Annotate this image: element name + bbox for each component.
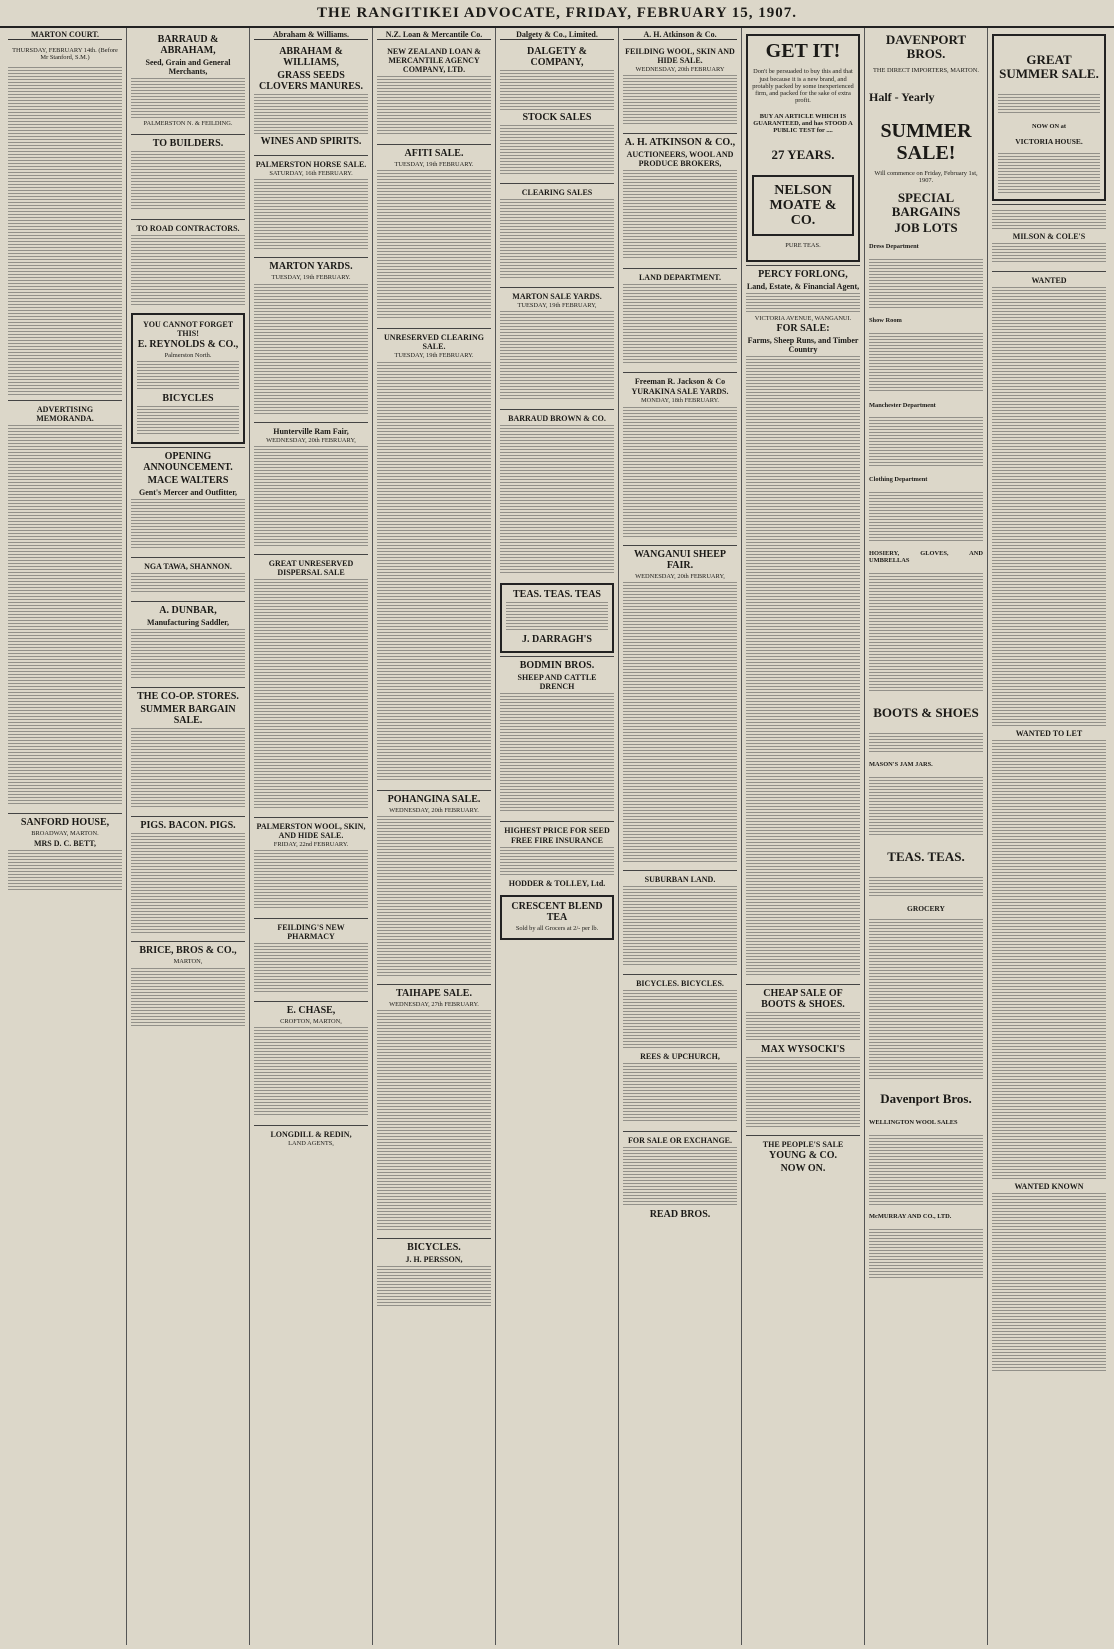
job-lots: JOB LOTS xyxy=(894,219,958,235)
column-1 xyxy=(4,28,127,1645)
palmerston-horse-sale xyxy=(254,155,368,254)
feilding-wool-date: WEDNESDAY, 20th FEBRUARY xyxy=(635,66,725,74)
text-block xyxy=(131,629,245,679)
text-block xyxy=(254,284,368,414)
text-block xyxy=(254,94,368,134)
persson-bicycles-ad xyxy=(377,1238,491,1311)
text-block xyxy=(377,1010,491,1230)
feilding-wool-ad xyxy=(623,43,737,130)
wanted-heading: WANTED xyxy=(1031,275,1067,285)
clearing-sales-title: CLEARING SALES xyxy=(521,188,593,198)
special-bargains: SPECIAL BARGAINS xyxy=(891,189,961,219)
text-block xyxy=(500,847,614,877)
text-block xyxy=(869,333,983,393)
text-block xyxy=(8,850,122,890)
marton-yards-title: MARTON YARDS. xyxy=(269,261,353,273)
great-summer-sale: GREAT SUMMER SALE. xyxy=(999,52,1099,81)
text-block xyxy=(992,1193,1106,1373)
bicycles-ad xyxy=(623,974,737,1128)
teas-ad xyxy=(500,583,614,653)
text-block xyxy=(992,210,1106,230)
barraud-brown-title: BARRAUD BROWN & CO. xyxy=(508,414,606,424)
half-yearly: Half - Yearly xyxy=(869,89,935,104)
text-block xyxy=(377,76,491,136)
sanford-house-sub: BROADWAY, MARTON. xyxy=(31,830,99,838)
nz-loan-ad xyxy=(377,43,491,141)
text-block xyxy=(992,740,1106,1180)
milson-ad xyxy=(992,204,1106,268)
wanted-known: WANTED KNOWN xyxy=(1014,1181,1084,1191)
text-block xyxy=(131,499,245,549)
teas-title: TEAS. TEAS. TEAS xyxy=(512,589,601,601)
column-5 xyxy=(496,28,619,1645)
sanford-house-title: SANFORD HOUSE, xyxy=(20,817,110,829)
column-9 xyxy=(988,28,1110,1645)
afiti-title: AFITI SALE. xyxy=(404,148,464,160)
years-text: 27 YEARS. xyxy=(771,146,835,162)
summer-sale: SUMMER SALE! xyxy=(880,119,972,164)
taihape-date: WEDNESDAY, 27th FEBRUARY. xyxy=(389,1000,479,1008)
get-it-ad xyxy=(746,34,860,262)
wellington-wool: WELLINGTON WOOL SALES xyxy=(869,1119,958,1127)
court-heading: MARTON COURT. xyxy=(8,31,122,40)
horse-sale-date: SATURDAY, 16th FEBRUARY. xyxy=(269,170,353,178)
abraham-sub: GRASS SEEDS CLOVERS MANURES. xyxy=(259,70,363,93)
text-block xyxy=(623,582,737,862)
young-name: YOUNG & CO. xyxy=(768,1149,838,1161)
boots-shoes: BOOTS & SHOES xyxy=(873,704,979,720)
column-8 xyxy=(865,28,988,1645)
text-block xyxy=(998,153,1100,193)
hosiery-dept: HOSIERY, GLOVES, AND UMBRELLAS xyxy=(869,550,983,565)
marton-yards-ad xyxy=(254,257,368,418)
text-block xyxy=(254,579,368,809)
afiti-sale-ad xyxy=(377,144,491,325)
ram-fair-ad xyxy=(254,422,368,551)
text-block xyxy=(254,943,368,993)
sale-yards-date: TUESDAY, 19th FEBRUARY, xyxy=(517,302,597,310)
now-on-at: NOW ON at xyxy=(1032,122,1066,130)
wool-skin-date: FRIDAY, 22nd FEBRUARY. xyxy=(273,840,349,848)
clearing-title: UNRESERVED CLEARING SALE. xyxy=(384,333,484,352)
text-block xyxy=(254,850,368,910)
barraud-place: PALMERSTON N. & FEILDING. xyxy=(143,120,233,127)
milson-title: MILSON & COLE'S xyxy=(1012,231,1086,241)
persson-title: BICYCLES. xyxy=(407,1242,461,1254)
column-7 xyxy=(742,28,865,1645)
abraham-williams-ad xyxy=(254,43,368,152)
co-op-ad xyxy=(131,687,245,813)
hodder-title: HODDER & TOLLEY, Ltd. xyxy=(508,879,606,889)
dispersal-title: GREAT UNRESERVED DISPERSAL SALE xyxy=(268,558,354,577)
dress-dept: Dress Department xyxy=(869,243,919,251)
abraham-title: ABRAHAM & WILLIAMS, xyxy=(279,46,343,69)
column-3 xyxy=(250,28,373,1645)
text-block xyxy=(137,361,239,391)
co-op-title: THE CO-OP. STORES. xyxy=(137,691,239,703)
text-block xyxy=(869,1135,983,1205)
wool-skin-sale-ad xyxy=(254,817,368,915)
darragh-name: J. DARRAGH'S xyxy=(521,634,592,646)
fire-insurance: FREE FIRE INSURANCE xyxy=(510,836,603,846)
davenport-title: DAVENPORT BROS. xyxy=(885,32,967,61)
text-block xyxy=(992,243,1106,263)
text-block xyxy=(131,573,245,593)
court-intro: THURSDAY, FEBRUARY 14th. (Before Mr Stanford, S.M.) xyxy=(12,46,118,61)
sanford-house-ad xyxy=(8,813,122,894)
barraud-brown-ad xyxy=(500,409,614,580)
col6-heading: A. H. Atkinson & Co. xyxy=(623,31,737,40)
marton-yards-date: TUESDAY, 19th FEBRUARY. xyxy=(271,274,351,282)
road-contractors-title: TO ROAD CONTRACTORS. xyxy=(136,224,240,234)
opening-ad xyxy=(131,447,245,554)
for-sale-title: FOR SALE: xyxy=(776,322,830,334)
pohangina-sale-ad xyxy=(377,790,491,981)
text-block xyxy=(500,199,614,279)
text-block xyxy=(623,990,737,1050)
crescent-title: CRESCENT BLEND TEA xyxy=(511,901,603,924)
column-6 xyxy=(619,28,742,1645)
barraud-ad xyxy=(131,31,245,131)
text-block xyxy=(746,293,860,313)
land-department-title: LAND DEPARTMENT. xyxy=(638,273,722,283)
mace-walters-title: MACE WALTERS xyxy=(147,475,229,487)
text-block xyxy=(377,816,491,976)
sale-start: Will commence on Friday, February 1st, 1907. xyxy=(874,169,978,185)
text-block xyxy=(623,284,737,364)
dunbar-sub: Manufacturing Saddler, xyxy=(147,618,229,628)
nga-tawa-ad xyxy=(131,557,245,598)
yurakina-date: MONDAY, 18th FEBRUARY. xyxy=(640,397,719,405)
text-block xyxy=(623,1063,737,1123)
text-block xyxy=(131,151,245,211)
text-block xyxy=(998,94,1100,114)
opening-title: OPENING ANNOUNCEMENT. xyxy=(143,451,233,474)
co-op-sub: SUMMER BARGAIN SALE. xyxy=(140,704,236,727)
text-block xyxy=(500,70,614,110)
bicycles-title: BICYCLES. BICYCLES. xyxy=(636,978,724,988)
atkinson-sub: AUCTIONEERS, WOOL AND PRODUCE BROKERS, xyxy=(626,150,734,169)
brice-ad xyxy=(131,941,245,1032)
text-block xyxy=(869,417,983,467)
text-block xyxy=(623,75,737,125)
advertising-memoranda xyxy=(8,400,122,810)
pohangina-title: POHANGINA SALE. xyxy=(387,793,481,805)
text-block xyxy=(500,311,614,401)
mace-walters-sub: Gent's Mercer and Outfitter, xyxy=(138,488,238,498)
text-block xyxy=(137,406,239,436)
nga-tawa-title: NGA TAWA, SHANNON. xyxy=(144,562,232,572)
rees-title: REES & UPCHURCH, xyxy=(640,1051,720,1061)
suburban-title: SUBURBAN LAND. xyxy=(644,874,716,884)
wool-skin-title: PALMERSTON WOOL, SKIN, AND HIDE SALE. xyxy=(256,821,366,840)
clearing-date: TUESDAY, 19th FEBRUARY. xyxy=(394,352,474,360)
longdill-ad xyxy=(254,1125,368,1151)
col4-heading: N.Z. Loan & Mercantile Co. xyxy=(377,31,491,40)
pharmacy-ad xyxy=(254,918,368,998)
text-block xyxy=(623,407,737,537)
bodmin-title: BODMIN BROS. xyxy=(519,660,595,672)
reynolds-headline: YOU CANNOT FORGET THIS! xyxy=(142,320,234,339)
text-block xyxy=(254,446,368,546)
dunbar-ad xyxy=(131,601,245,684)
persson-name: J. H. PERSSON, xyxy=(405,1255,463,1265)
text-block xyxy=(869,573,983,693)
bodmin-sub: SHEEP AND CATTLE DRENCH xyxy=(517,673,597,692)
read-bros-name: READ BROS. xyxy=(649,1208,711,1220)
dispersal-sale-ad xyxy=(254,554,368,814)
chase-ad xyxy=(254,1001,368,1122)
text-block xyxy=(8,425,122,805)
text-block xyxy=(254,179,368,249)
text-block xyxy=(623,170,737,260)
for-sale-sub: Farms, Sheep Runs, and Timber Country xyxy=(747,335,859,354)
longdill-title: LONGDILL & REDIN, xyxy=(270,1130,352,1140)
reynolds-ad xyxy=(131,313,245,444)
text-block xyxy=(869,259,983,309)
text-block xyxy=(746,1057,860,1127)
sheep-fair-title: WANGANUI SHEEP FAIR. xyxy=(634,548,726,571)
pigs-title: PIGS. BACON. PIGS. xyxy=(140,820,236,832)
longdill-sub: LAND AGENTS, xyxy=(288,1140,334,1148)
text-block xyxy=(869,919,983,1079)
wysocki-name: MAX WYSOCKI'S xyxy=(761,1043,845,1055)
for-sale-exchange: FOR SALE OR EXCHANGE. xyxy=(627,1135,732,1145)
land-department-ad xyxy=(623,268,737,369)
dunbar-title: A. DUNBAR, xyxy=(159,605,217,617)
jackson-ad xyxy=(623,372,737,541)
forlong-title: PERCY FORLONG, xyxy=(758,268,848,280)
barraud-title: BARRAUD & ABRAHAM, xyxy=(157,34,219,56)
wysocki-ad xyxy=(746,984,860,1132)
text-block xyxy=(131,235,245,305)
text-block xyxy=(623,1147,737,1207)
text-block xyxy=(8,67,122,397)
text-block xyxy=(746,1012,860,1042)
bodmin-ad xyxy=(500,656,614,818)
reynolds-item: BICYCLES xyxy=(162,393,214,405)
victoria-house: VICTORIA HOUSE. xyxy=(1015,137,1083,147)
text-block xyxy=(869,1229,983,1279)
ram-fair-title: Hunterville Ram Fair, xyxy=(273,426,349,436)
col3-heading: Abraham & Williams. xyxy=(254,31,368,40)
ram-fair-date: WEDNESDAY, 20th FEBRUARY, xyxy=(266,436,356,444)
peoples-sale: THE PEOPLE'S SALE xyxy=(762,1139,844,1149)
barraud-sub: Seed, Grain and General Merchants, xyxy=(145,58,231,76)
brand-sub: PURE TEAS. xyxy=(785,241,821,249)
forlong-ad xyxy=(746,265,860,981)
text-block xyxy=(377,170,491,320)
chase-title: E. CHASE, xyxy=(286,1005,336,1017)
clothing-dept: Clothing Department xyxy=(869,475,928,483)
memoranda-heading: ADVERTISING MEMORANDA. xyxy=(36,405,94,424)
text-block xyxy=(131,968,245,1028)
clearing-sale-ad xyxy=(377,328,491,786)
cheap-sale-title: CHEAP SALE OF BOOTS & SHOES. xyxy=(761,987,845,1010)
davenport-sub: THE DIRECT IMPORTERS, MARTON. xyxy=(872,67,980,75)
suburban-land-ad xyxy=(623,870,737,971)
text-block xyxy=(500,125,614,175)
text-block xyxy=(506,602,608,632)
sheep-fair-date: WEDNESDAY, 20th FEBRUARY, xyxy=(635,572,725,580)
taihape-title: TAIHAPE SALE. xyxy=(396,987,472,999)
abraham-items: WINES AND SPIRITS. xyxy=(260,136,362,148)
guarantee-text: BUY AN ARTICLE WHICH IS GUARANTEED, and has STOOD A PUBLIC TEST for .... xyxy=(753,112,853,135)
get-it-body: Don't be persuaded to buy this and that just because it is a new brand, and protably packed by some inexperienced firm, and packed for the sake of extra profit. xyxy=(752,68,854,105)
text-block xyxy=(131,78,245,118)
manchester-dept: Manchester Department xyxy=(869,401,936,409)
mcmurray-title: McMURRAY AND CO., LTD. xyxy=(869,1213,952,1221)
col5-heading: Dalgety & Co., Limited. xyxy=(500,31,614,40)
afiti-date: TUESDAY, 19th FEBRUARY. xyxy=(394,161,474,169)
brice-place: MARTON, xyxy=(173,958,203,966)
column-2 xyxy=(127,28,250,1645)
reynolds-name: E. REYNOLDS & CO., xyxy=(137,339,239,351)
text-block xyxy=(869,877,983,897)
text-block xyxy=(500,693,614,813)
crescent-tea-ad xyxy=(500,895,614,939)
now-on: NOW ON. xyxy=(780,1162,826,1174)
crescent-price: Sold by all Grocers at 2/- per lb. xyxy=(515,925,599,933)
builders-ad xyxy=(131,134,245,216)
atkinson-ad xyxy=(623,133,737,265)
text-block xyxy=(500,425,614,575)
taihape-sale-ad xyxy=(377,984,491,1235)
masons-jars: MASON'S JAM JARS. xyxy=(869,761,933,769)
teas-heading: TEAS. TEAS. xyxy=(887,849,965,865)
dalgety-title: DALGETY & COMPANY, xyxy=(527,46,587,69)
text-block xyxy=(377,1266,491,1306)
masthead: THE RANGITIKEI ADVOCATE, FRIDAY, FEBRUARY 15, 1907. xyxy=(0,0,1114,28)
young-ad xyxy=(746,1135,860,1179)
text-block xyxy=(746,356,860,976)
pigs-ad xyxy=(131,816,245,938)
get-it-title: GET IT! xyxy=(765,40,841,62)
victoria-house-ad xyxy=(992,34,1106,201)
pharmacy-title: FEILDING'S NEW PHARMACY xyxy=(277,923,345,942)
text-block xyxy=(869,733,983,753)
text-block xyxy=(992,287,1106,727)
pohangina-date: WEDNESDAY, 20th FEBRUARY. xyxy=(389,806,479,814)
forlong-sub: Land, Estate, & Financial Agent, xyxy=(746,281,860,291)
read-bros-ad xyxy=(623,1131,737,1225)
sale-yards-title: MARTON SALE YARDS. xyxy=(512,292,602,302)
atkinson-title: A. H. ATKINSON & CO., xyxy=(624,137,736,149)
text-block xyxy=(254,1027,368,1117)
reynolds-place: Palmerston North. xyxy=(164,352,212,360)
text-block xyxy=(869,492,983,542)
yurakina-title: YURAKINA SALE YARDS. xyxy=(631,387,729,397)
text-block xyxy=(623,886,737,966)
jackson-head: Freeman R. Jackson & Co xyxy=(634,377,726,387)
wanted-to-let: WANTED TO LET xyxy=(1015,728,1083,738)
feilding-wool-title: FEILDING WOOL, SKIN AND HIDE SALE. xyxy=(625,47,735,66)
grocery-heading: GROCERY xyxy=(907,903,945,913)
nz-loan-title: NEW ZEALAND LOAN & MERCANTILE AGENCY COMPANY, LTD. xyxy=(387,47,481,75)
dalgety-ad xyxy=(500,43,614,180)
builders-title: TO BUILDERS. xyxy=(152,138,224,150)
forlong-place: VICTORIA AVENUE, WANGANUI. xyxy=(754,314,852,322)
text-block xyxy=(131,833,245,933)
sheep-fair-ad xyxy=(623,545,737,867)
seed-price-ad xyxy=(500,821,614,892)
small-ads xyxy=(992,271,1106,1378)
sanford-house-name: MRS D. C. BETT, xyxy=(33,838,97,848)
davenport-footer: Davenport Bros. xyxy=(880,1091,972,1107)
show-room: Show Room xyxy=(869,317,902,325)
columns xyxy=(4,28,1110,1645)
horse-sale-title: PALMERSTON HORSE SALE. xyxy=(255,160,367,170)
brice-title: BRICE, BROS & CO., xyxy=(139,945,237,957)
nelson-moate-logo: NELSON MOATE & CO. xyxy=(752,175,854,236)
clearing-sales-ad xyxy=(500,183,614,284)
marton-sale-yards-ad xyxy=(500,287,614,406)
text-block xyxy=(869,777,983,837)
road-contractors-ad xyxy=(131,219,245,310)
text-block xyxy=(377,362,491,782)
dalgety-sub: STOCK SALES xyxy=(522,112,592,124)
text-block xyxy=(131,728,245,808)
column-4 xyxy=(373,28,496,1645)
chase-sub: CROFTON, MARTON, xyxy=(280,1018,342,1026)
seed-price-title: HIGHEST PRICE FOR SEED xyxy=(504,826,610,836)
